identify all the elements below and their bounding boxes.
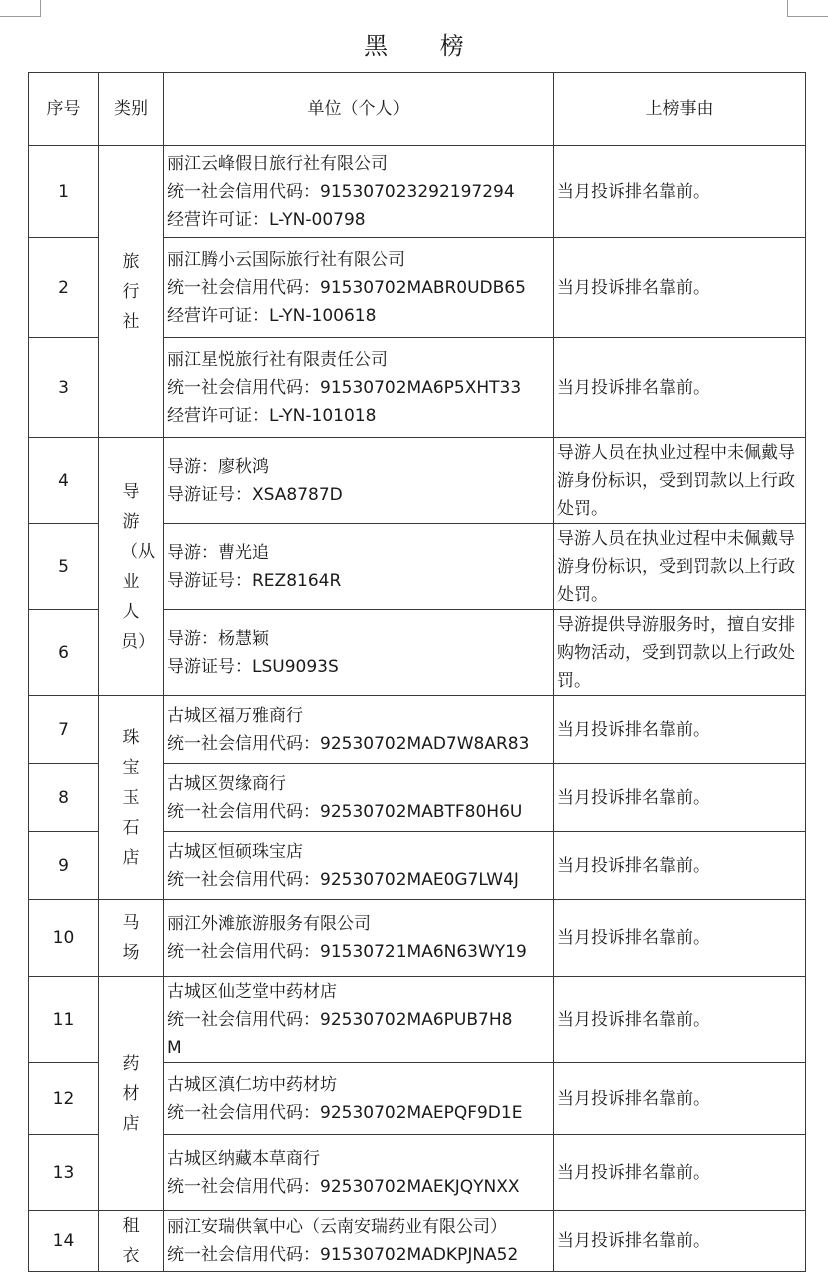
row-no: 13 [29, 1135, 99, 1211]
guide-name: 导游：曹光追 [167, 542, 269, 563]
header-category: 类别 [99, 73, 164, 146]
reason-cell: 当月投诉排名靠前。 [554, 146, 806, 238]
category-medicine: 药材店 [122, 1053, 140, 1134]
row-no: 4 [29, 438, 99, 524]
guide-license: 导游证号：XSA8787D [167, 484, 343, 505]
table-row [29, 146, 806, 238]
guide-name: 导游：廖秋鸿 [167, 456, 269, 477]
guide-name: 导游：杨慧颖 [167, 628, 269, 649]
row-no: 5 [29, 524, 99, 610]
reason-text: 导游人员在执业过程中未佩戴导游身份标识，受到罚款以上行政处罚。 [557, 528, 795, 605]
category-cell [99, 438, 164, 696]
row-no: 6 [29, 610, 99, 696]
category-cell [99, 1211, 164, 1272]
unit-cell [164, 900, 554, 977]
row-no: 7 [29, 696, 99, 764]
reason-cell: 当月投诉排名靠前。 [554, 238, 806, 338]
reason-cell: 当月投诉排名靠前。 [554, 338, 806, 438]
unit-name: 丽江安瑞供氧中心（云南安瑞药业有限公司） [167, 1217, 507, 1237]
reason-cell: 当月投诉排名靠前。 [554, 977, 806, 1063]
row-no: 1 [29, 146, 99, 238]
unit-code: 统一社会信用代码：92530702MABTF80H6U [167, 801, 523, 822]
unit-code: 统一社会信用代码：92530702MAEPQF9D1E [167, 1102, 523, 1123]
unit-license: 经营许可证：L-YN-00798 [167, 209, 366, 230]
category-cell [99, 696, 164, 900]
header-row [29, 73, 806, 146]
page-corner-left [0, 0, 41, 17]
reason-cell [554, 524, 806, 610]
reason-text: 导游人员在执业过程中未佩戴导游身份标识，受到罚款以上行政处罚。 [557, 442, 795, 519]
unit-license: 经营许可证：L-YN-100618 [167, 305, 377, 326]
unit-name: 丽江云峰假日旅行社有限公司 [167, 153, 388, 174]
unit-code: 统一社会信用代码：915307023292197294 [167, 181, 515, 202]
unit-code: 统一社会信用代码：92530702MA6PUB7H8 [167, 1009, 513, 1030]
unit-cell [164, 1211, 554, 1272]
guide-license: 导游证号：LSU9093S [167, 656, 339, 677]
category-horse: 马场 [122, 913, 140, 963]
unit-name: 丽江星悦旅行社有限责任公司 [167, 349, 388, 370]
unit-name: 古城区恒硕珠宝店 [167, 841, 303, 862]
unit-code: 统一社会信用代码：91530702MADKPJNA52 [167, 1245, 519, 1265]
unit-cell [164, 438, 554, 524]
header-no: 序号 [29, 73, 99, 146]
unit-name: 古城区福万雅商行 [167, 705, 303, 726]
table-row [29, 900, 806, 977]
unit-cell [164, 977, 554, 1063]
unit-name: 古城区滇仁坊中药材坊 [167, 1074, 337, 1095]
reason-cell: 当月投诉排名靠前。 [554, 1063, 806, 1135]
unit-cell [164, 524, 554, 610]
unit-code: 统一社会信用代码：91530721MA6N63WY19 [167, 942, 527, 962]
unit-cell [164, 764, 554, 832]
page-title: 黑 榜 [364, 32, 486, 60]
unit-cell [164, 610, 554, 696]
reason-cell [554, 610, 806, 696]
unit-license: 经营许可证：L-YN-101018 [167, 405, 377, 426]
unit-cell [164, 832, 554, 900]
blacklist-table [28, 72, 806, 1272]
unit-code: 统一社会信用代码：92530702MAEKJQYNXX [167, 1176, 520, 1197]
reason-cell: 当月投诉排名靠前。 [554, 900, 806, 977]
header-reason: 上榜事由 [554, 73, 806, 146]
unit-cell [164, 146, 554, 238]
unit-code: 统一社会信用代码：91530702MABR0UDB65 [167, 277, 526, 298]
reason-cell: 当月投诉排名靠前。 [554, 764, 806, 832]
category-cell [99, 900, 164, 977]
category-rent: 租衣 [122, 1216, 140, 1266]
unit-cell [164, 238, 554, 338]
guide-license: 导游证号：REZ8164R [167, 570, 342, 591]
category-cell [99, 146, 164, 438]
unit-code-cont: M [167, 1037, 182, 1058]
header-unit: 单位（个人） [164, 73, 554, 146]
reason-cell: 当月投诉排名靠前。 [554, 832, 806, 900]
reason-cell [554, 438, 806, 524]
reason-cell: 当月投诉排名靠前。 [554, 1135, 806, 1211]
unit-code: 统一社会信用代码：92530702MAD7W8AR83 [167, 733, 530, 754]
unit-cell [164, 1063, 554, 1135]
category-jewelry: 珠宝玉石店 [122, 727, 140, 868]
page-corner-right [787, 0, 828, 17]
unit-code: 统一社会信用代码：92530702MAE0G7LW4J [167, 869, 519, 890]
table-row [29, 438, 806, 524]
reason-text: 导游提供导游服务时，擅自安排购物活动，受到罚款以上行政处罚。 [557, 614, 795, 691]
category-cell [99, 977, 164, 1211]
unit-code: 统一社会信用代码：91530702MA6P5XHT33 [167, 377, 522, 398]
unit-cell [164, 696, 554, 764]
row-no: 2 [29, 238, 99, 338]
unit-name: 丽江腾小云国际旅行社有限公司 [167, 249, 405, 270]
unit-cell [164, 338, 554, 438]
row-no: 3 [29, 338, 99, 438]
table-row [29, 696, 806, 764]
row-no: 14 [29, 1211, 99, 1272]
row-no: 12 [29, 1063, 99, 1135]
row-no: 9 [29, 832, 99, 900]
table-row [29, 977, 806, 1063]
category-travel: 旅行社 [122, 251, 140, 332]
category-guide: 导游（从业人员） [121, 481, 155, 652]
table-row [29, 1211, 806, 1272]
unit-name: 古城区纳藏本草商行 [167, 1148, 320, 1169]
unit-cell [164, 1135, 554, 1211]
reason-cell: 当月投诉排名靠前。 [554, 696, 806, 764]
unit-name: 古城区贺缘商行 [167, 773, 286, 794]
row-no: 8 [29, 764, 99, 832]
unit-name: 古城区仙芝堂中药材店 [167, 981, 337, 1002]
unit-name: 丽江外滩旅游服务有限公司 [167, 914, 371, 934]
row-no: 10 [29, 900, 99, 977]
row-no: 11 [29, 977, 99, 1063]
reason-cell: 当月投诉排名靠前。 [554, 1211, 806, 1272]
